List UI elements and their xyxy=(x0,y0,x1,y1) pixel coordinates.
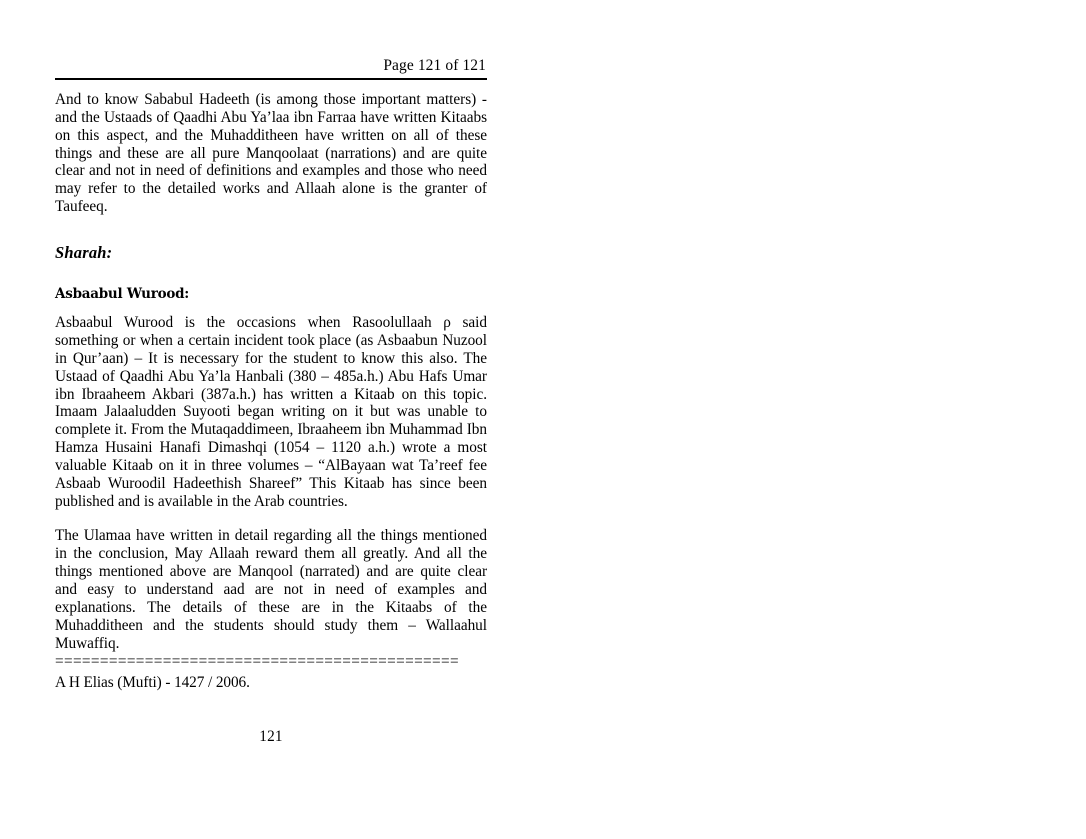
body-paragraph-1: And to know Sababul Hadeeth (is among those important matters) - and the Ustaads of Qaadhi Abu Ya’laa ibn Farraa have written Kitaabs on this aspect, and the Muhadditheen have written on all of these things and these are all pure Manqoolaat (narrations) and are quite clear and not in need of definitions and examples and those who need may refer to the detailed works and Allaah alone is the granter of Taufeeq. xyxy=(55,90,487,216)
page-number-folio: 121 xyxy=(259,728,283,745)
header-rule xyxy=(55,78,487,80)
colophon-signature: A H Elias (Mufti) - 1427 / 2006. xyxy=(55,673,250,691)
heading-sharah: Sharah: xyxy=(55,243,113,263)
body-paragraph-3: The Ulamaa have written in detail regarding all the things mentioned in the conclusion, May Allaah reward them all greatly. And all the things mentioned above are Manqool (narrated) and are quite clear and easy to understand aad are not in need of examples and explanations. The details of these are in the Kitaabs of the Muhadditheen and the students should study them – Wallaahul Muwaffiq. xyxy=(55,527,487,652)
running-header: Page 121 of 121 xyxy=(383,57,486,74)
text-column xyxy=(55,57,487,692)
heading-asbaabul-wurood: Asbaabul Wurood: xyxy=(55,286,190,303)
body-paragraph-2: Asbaabul Wurood is the occasions when Rasoolullaah ρ said something or when a certain incident took place (as Asbaabun Nuzool in Qur’aan) – It is necessary for the student to know this also. The Ustaad of Qaadhi Abu Ya’la Hanbali (380 – 485a.h.) Abu Hafs Umar ibn Ibraaheem Akbari (387a.h.) has written a Kitaab on this topic. Imaam Jalaaludden Suyooti began writing on it but was unable to complete it. From the Mutaqaddimeen, Ibraaheem ibn Muhammad Ibn Hamza Husaini Hanafi Dimashqi (1054 – 1120 a.h.) wrote a most valuable Kitaab on it in three volumes – “AlBayaan wat Ta’reef fee Asbaab Wuroodil Hadeethish Shareef” This Kitaab has since been published and is available in the Arab countries. xyxy=(55,313,487,510)
equals-separator-rule: ============================================= xyxy=(55,654,459,669)
